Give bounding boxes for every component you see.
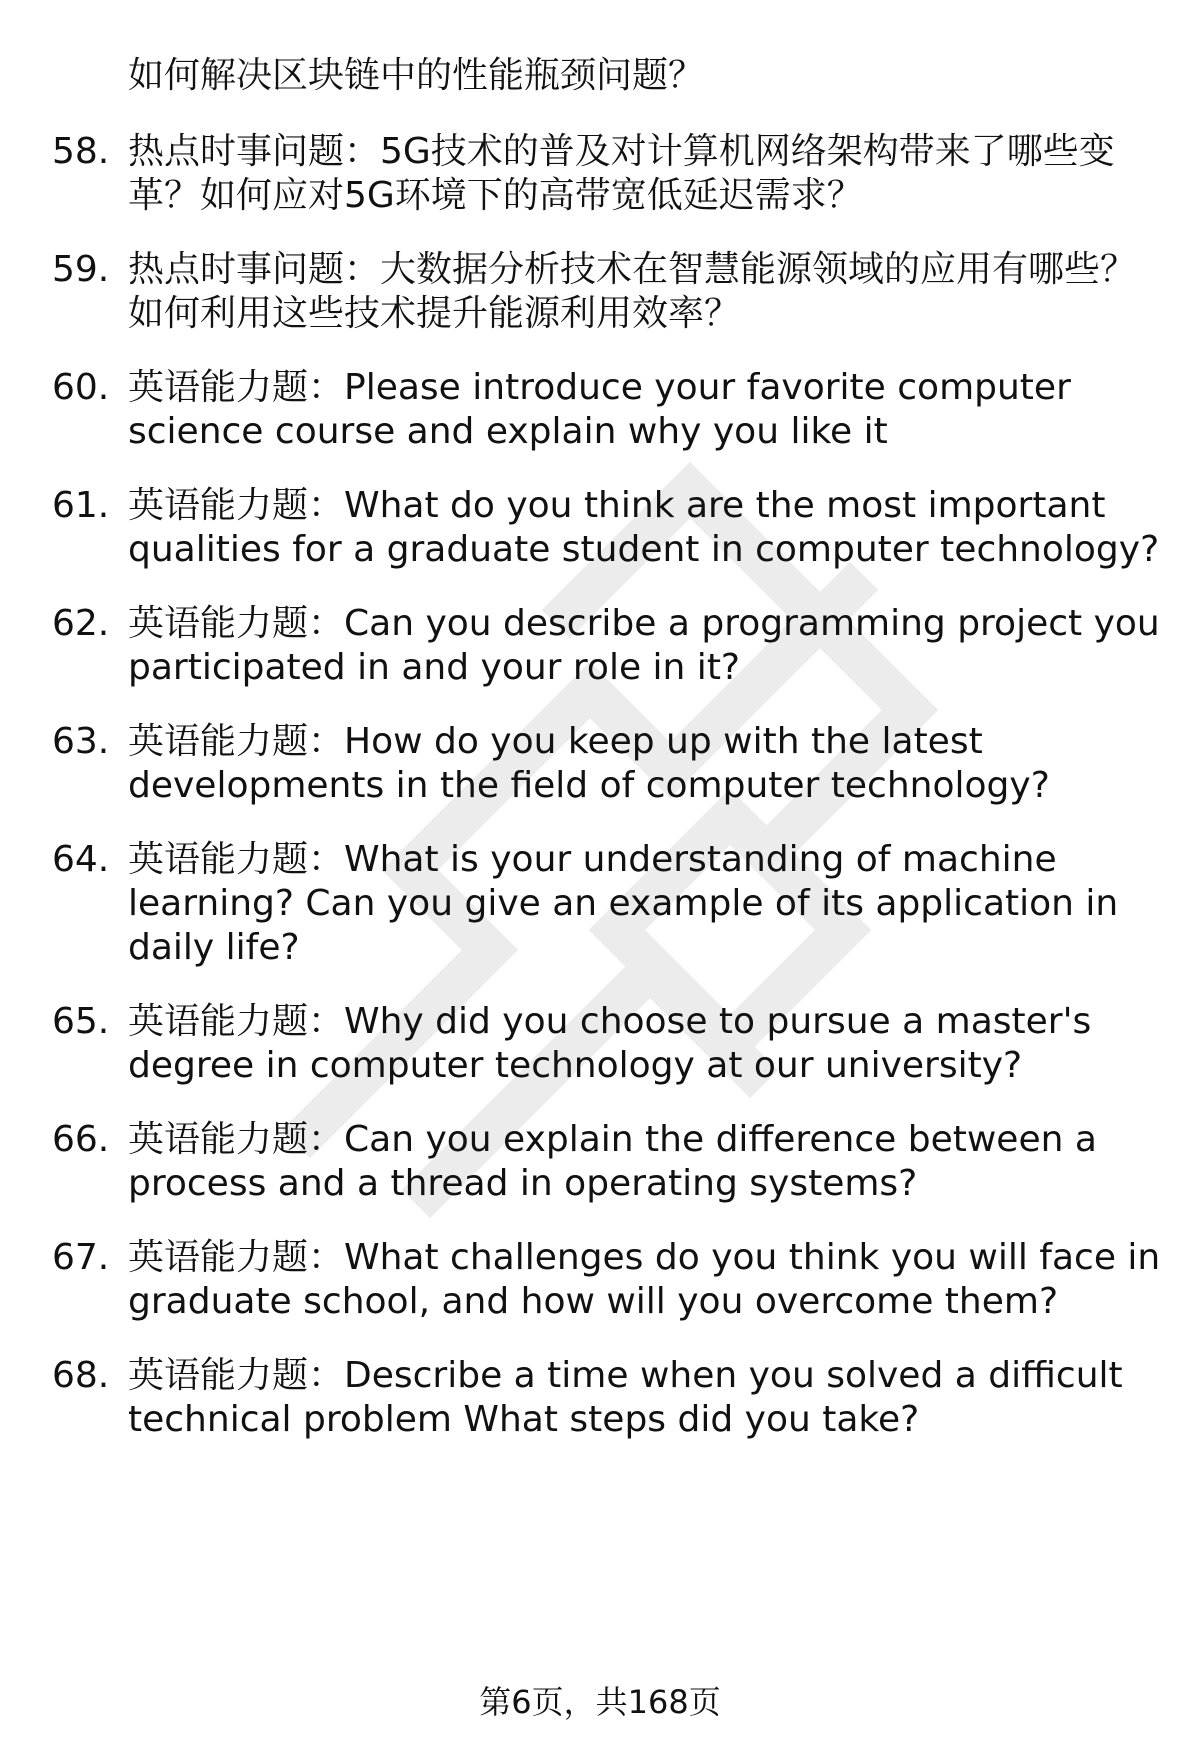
item-text: 英语能力题：Can you explain the difference between a xyxy=(128,1119,1097,1160)
item-text: degree in computer technology at our university? xyxy=(128,1045,1023,1086)
item-text: 英语能力题：Can you describe a programming project you xyxy=(128,603,1160,644)
item-number: 68. xyxy=(52,1355,110,1396)
item-text: 英语能力题：How do you keep up with the latest xyxy=(128,721,983,762)
item-text: qualities for a graduate student in computer technology? xyxy=(128,529,1160,570)
item-text: 热点时事问题：5G技术的普及对计算机网络架构带来了哪些变 xyxy=(128,131,1115,172)
item-text: process and a thread in operating systems? xyxy=(128,1163,918,1204)
item-text: science course and explain why you like it xyxy=(128,411,888,452)
item-text: participated in and your role in it? xyxy=(128,647,741,688)
item-text: 英语能力题：Describe a time when you solved a difficult xyxy=(128,1355,1123,1396)
item-text: 革？如何应对5G环境下的高带宽低延迟需求？ xyxy=(128,175,863,216)
item-text: 如何利用这些技术提升能源利用效率？ xyxy=(128,293,741,334)
item-text: 英语能力题：What do you think are the most important xyxy=(128,485,1106,526)
item-number: 62. xyxy=(52,603,110,644)
item-text: developments in the field of computer technology? xyxy=(128,765,1050,806)
item-text: technical problem What steps did you take? xyxy=(128,1399,920,1440)
item-number: 64. xyxy=(52,839,110,880)
item-number: 66. xyxy=(52,1119,110,1160)
item-number: 60. xyxy=(52,367,110,408)
item-text: 英语能力题：Why did you choose to pursue a master's xyxy=(128,1001,1092,1042)
item-text: 英语能力题：What challenges do you think you will face in xyxy=(128,1237,1161,1278)
item-number: 58. xyxy=(52,131,110,172)
item-text: learning? Can you give an example of its application in xyxy=(128,883,1119,924)
page-footer: 第6页，共168页 xyxy=(479,1683,721,1721)
item-number: 67. xyxy=(52,1237,110,1278)
item-number: 65. xyxy=(52,1001,110,1042)
item-text: 英语能力题：What is your understanding of machine xyxy=(128,839,1057,880)
item-text: graduate school, and how will you overcome them? xyxy=(128,1281,1059,1322)
item-text: 如何解决区块链中的性能瓶颈问题？ xyxy=(128,55,705,96)
item-text: 热点时事问题：大数据分析技术在智慧能源领域的应用有哪些？ xyxy=(128,249,1137,290)
item-text: 英语能力题：Please introduce your favorite computer xyxy=(128,367,1071,408)
item-number: 59. xyxy=(52,249,110,290)
item-number: 63. xyxy=(52,721,110,762)
item-number: 61. xyxy=(52,485,110,526)
item-text: daily life? xyxy=(128,927,300,968)
